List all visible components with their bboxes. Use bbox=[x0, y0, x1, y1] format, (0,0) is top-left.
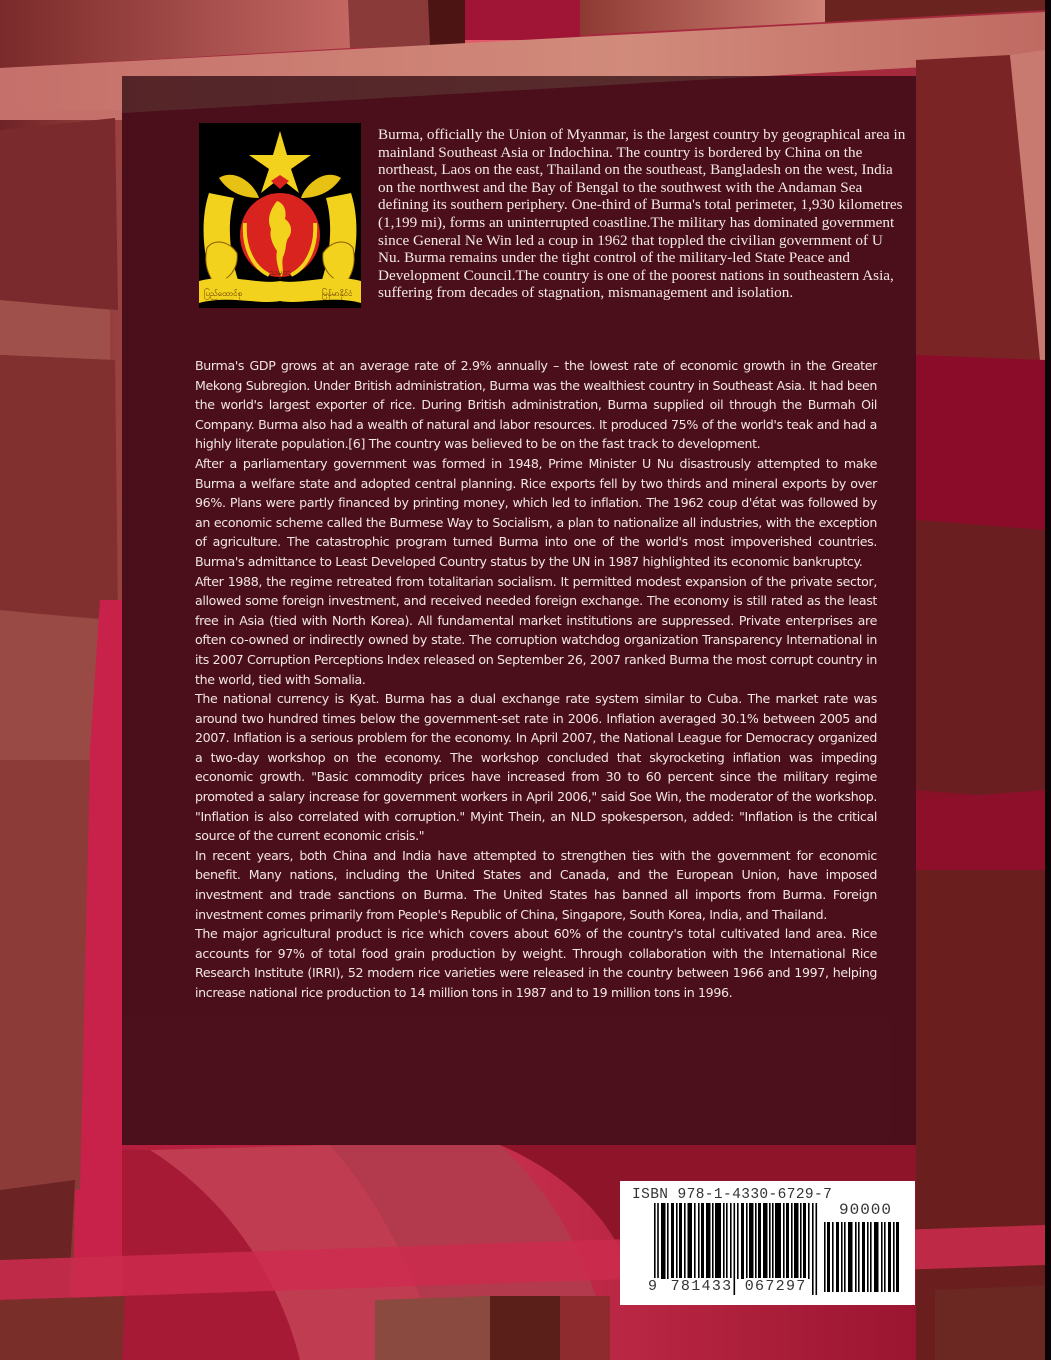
paragraph-post-1988: After 1988, the regime retreated from totalitarian socialism. It permitted modest expansion of the private sector, allowed some foreign investment, and received needed foreign exchange. The economy is still rated as the least free in Asia (tied with North Korea). All fundamental market institutions are suppressed. Private enterprises are often co-owned or indirectly owned by state. The corruption watchdog organization Transparency International in its 2007 Corruption Perceptions Index released on September 26, 2007 ranked Burma the most corrupt country in the world, tied with Somalia. bbox=[195, 573, 877, 687]
svg-text:ပြည်ထောင်စု: ပြည်ထောင်စု bbox=[204, 289, 242, 298]
svg-text:သမ္မတ: သမ္မတ bbox=[268, 268, 292, 278]
body-text-block bbox=[195, 356, 877, 1003]
ean-first-digit: 9 bbox=[648, 1278, 659, 1295]
addon-barcode-bars-icon bbox=[824, 1222, 901, 1292]
price-code: 90000 bbox=[839, 1201, 893, 1219]
isbn-label: ISBN 978-1-4330-6729-7 bbox=[632, 1187, 833, 1203]
paragraph-agriculture: The major agricultural product is rice which covers about 60% of the country's total cultivated land area. Rice accounts for 97% of total food grain production by weight. Through collaboration with the International Rice Research Institute (IRRI), 52 modern rice varieties were released in the country between 1966 and 1997, helping increase national rice production to 14 million tons in 1987 and to 19 million tons in 1996. bbox=[195, 926, 877, 1000]
right-edge-border bbox=[1045, 0, 1051, 1360]
paragraph-post-1948: After a parliamentary government was formed in 1948, Prime Minister U Nu disastrously attempted to make Burma a welfare state and adopted central planning. Rice exports fell by two thirds and mineral exports by over 96%. Plans were partly financed by printing money, which led to inflation. The 1962 coup d'état was followed by an economic scheme called the Burmese Way to Socialism, a plan to nationalize all industries, with the exception of agriculture. The catastrophic program turned Burma into one of the world's most impoverished countries. Burma's admittance to Least Developed Country status by the UN in 1987 highlighted its economic bankruptcy. bbox=[195, 455, 877, 569]
ean-digits bbox=[647, 1278, 808, 1295]
paragraph-currency-inflation: The national currency is Kyat. Burma has a dual exchange rate system similar to Cuba. The market rate was around two hundred times below the government-set rate in 2006. Inflation averaged 30.1% between 2005 and 2007. Inflation is a serious problem for the economy. In April 2007, the National League for Democracy organized a two-day workshop on the economy. The workshop concluded that skyrocketing inflation was impeding economic growth. "Basic commodity prices have increased from 30 to 60 percent since the military regime promoted a salary increase for government workers in April 2006," said Soe Win, the moderator of the workshop. "Inflation is also correlated with corruption." Myint Thein, an NLD spokesperson, added: "Inflation is the critical source of the current economic crisis." bbox=[195, 691, 877, 844]
paragraph-foreign-relations: In recent years, both China and India have attempted to strengthen ties with the government for economic benefit. Many nations, including the United States and Canada, and the European Union, have imposed investment and trade sanctions on Burma. The United States has banned all imports from Burma. Foreign investment comes primarily from People's Republic of China, Singapore, South Korea, India, and Thailand. bbox=[195, 847, 877, 922]
ean-right-group: 067297 bbox=[744, 1278, 807, 1295]
isbn-barcode bbox=[620, 1181, 915, 1305]
intro-paragraph: Burma, officially the Union of Myanmar, is the largest country by geographical area in mainland Southeast Asia or Indochina. The country is bordered by China on the northeast, Laos on the east, Thailand on the southeast, Bangladesh on the west, India on the northwest and the Bay of Bengal to the southwest with the Andaman Sea defining its southern periphery. One-third of Burma's total perimeter, 1,930 kilometres (1,199 mi), forms an uninterrupted coastline.The military has dominated government since General Ne Win led a coup in 1962 that toppled the civilian government of U Nu. Burma remains under the tight control of the military-led State Peace and Development Council.The country is one of the poorest nations in southeastern Asia, suffering from decades of stagnation, mismanagement and isolation. bbox=[378, 126, 906, 302]
paragraph-gdp: Burma's GDP grows at an average rate of 2.9% annually – the lowest rate of economic growth in the Greater Mekong Subregion. Under British administration, Burma was the wealthiest country in Southeast Asia. It had been the world's largest exporter of rice. During British administration, Burma supplied oil through the Burmah Oil Company. Burma also had a wealth of natural and labor resources. It produced 75% of the world's teak and had a highly literate population.[6] The country was believed to be on the fast track to development. bbox=[195, 358, 877, 452]
ean-left-group: 781433 bbox=[670, 1278, 733, 1295]
svg-text:မြန်မာနိုင်ငံ: မြန်မာနိုင်ငံ bbox=[321, 289, 353, 298]
emblem-icon bbox=[199, 123, 361, 308]
state-seal-emblem bbox=[199, 123, 361, 308]
